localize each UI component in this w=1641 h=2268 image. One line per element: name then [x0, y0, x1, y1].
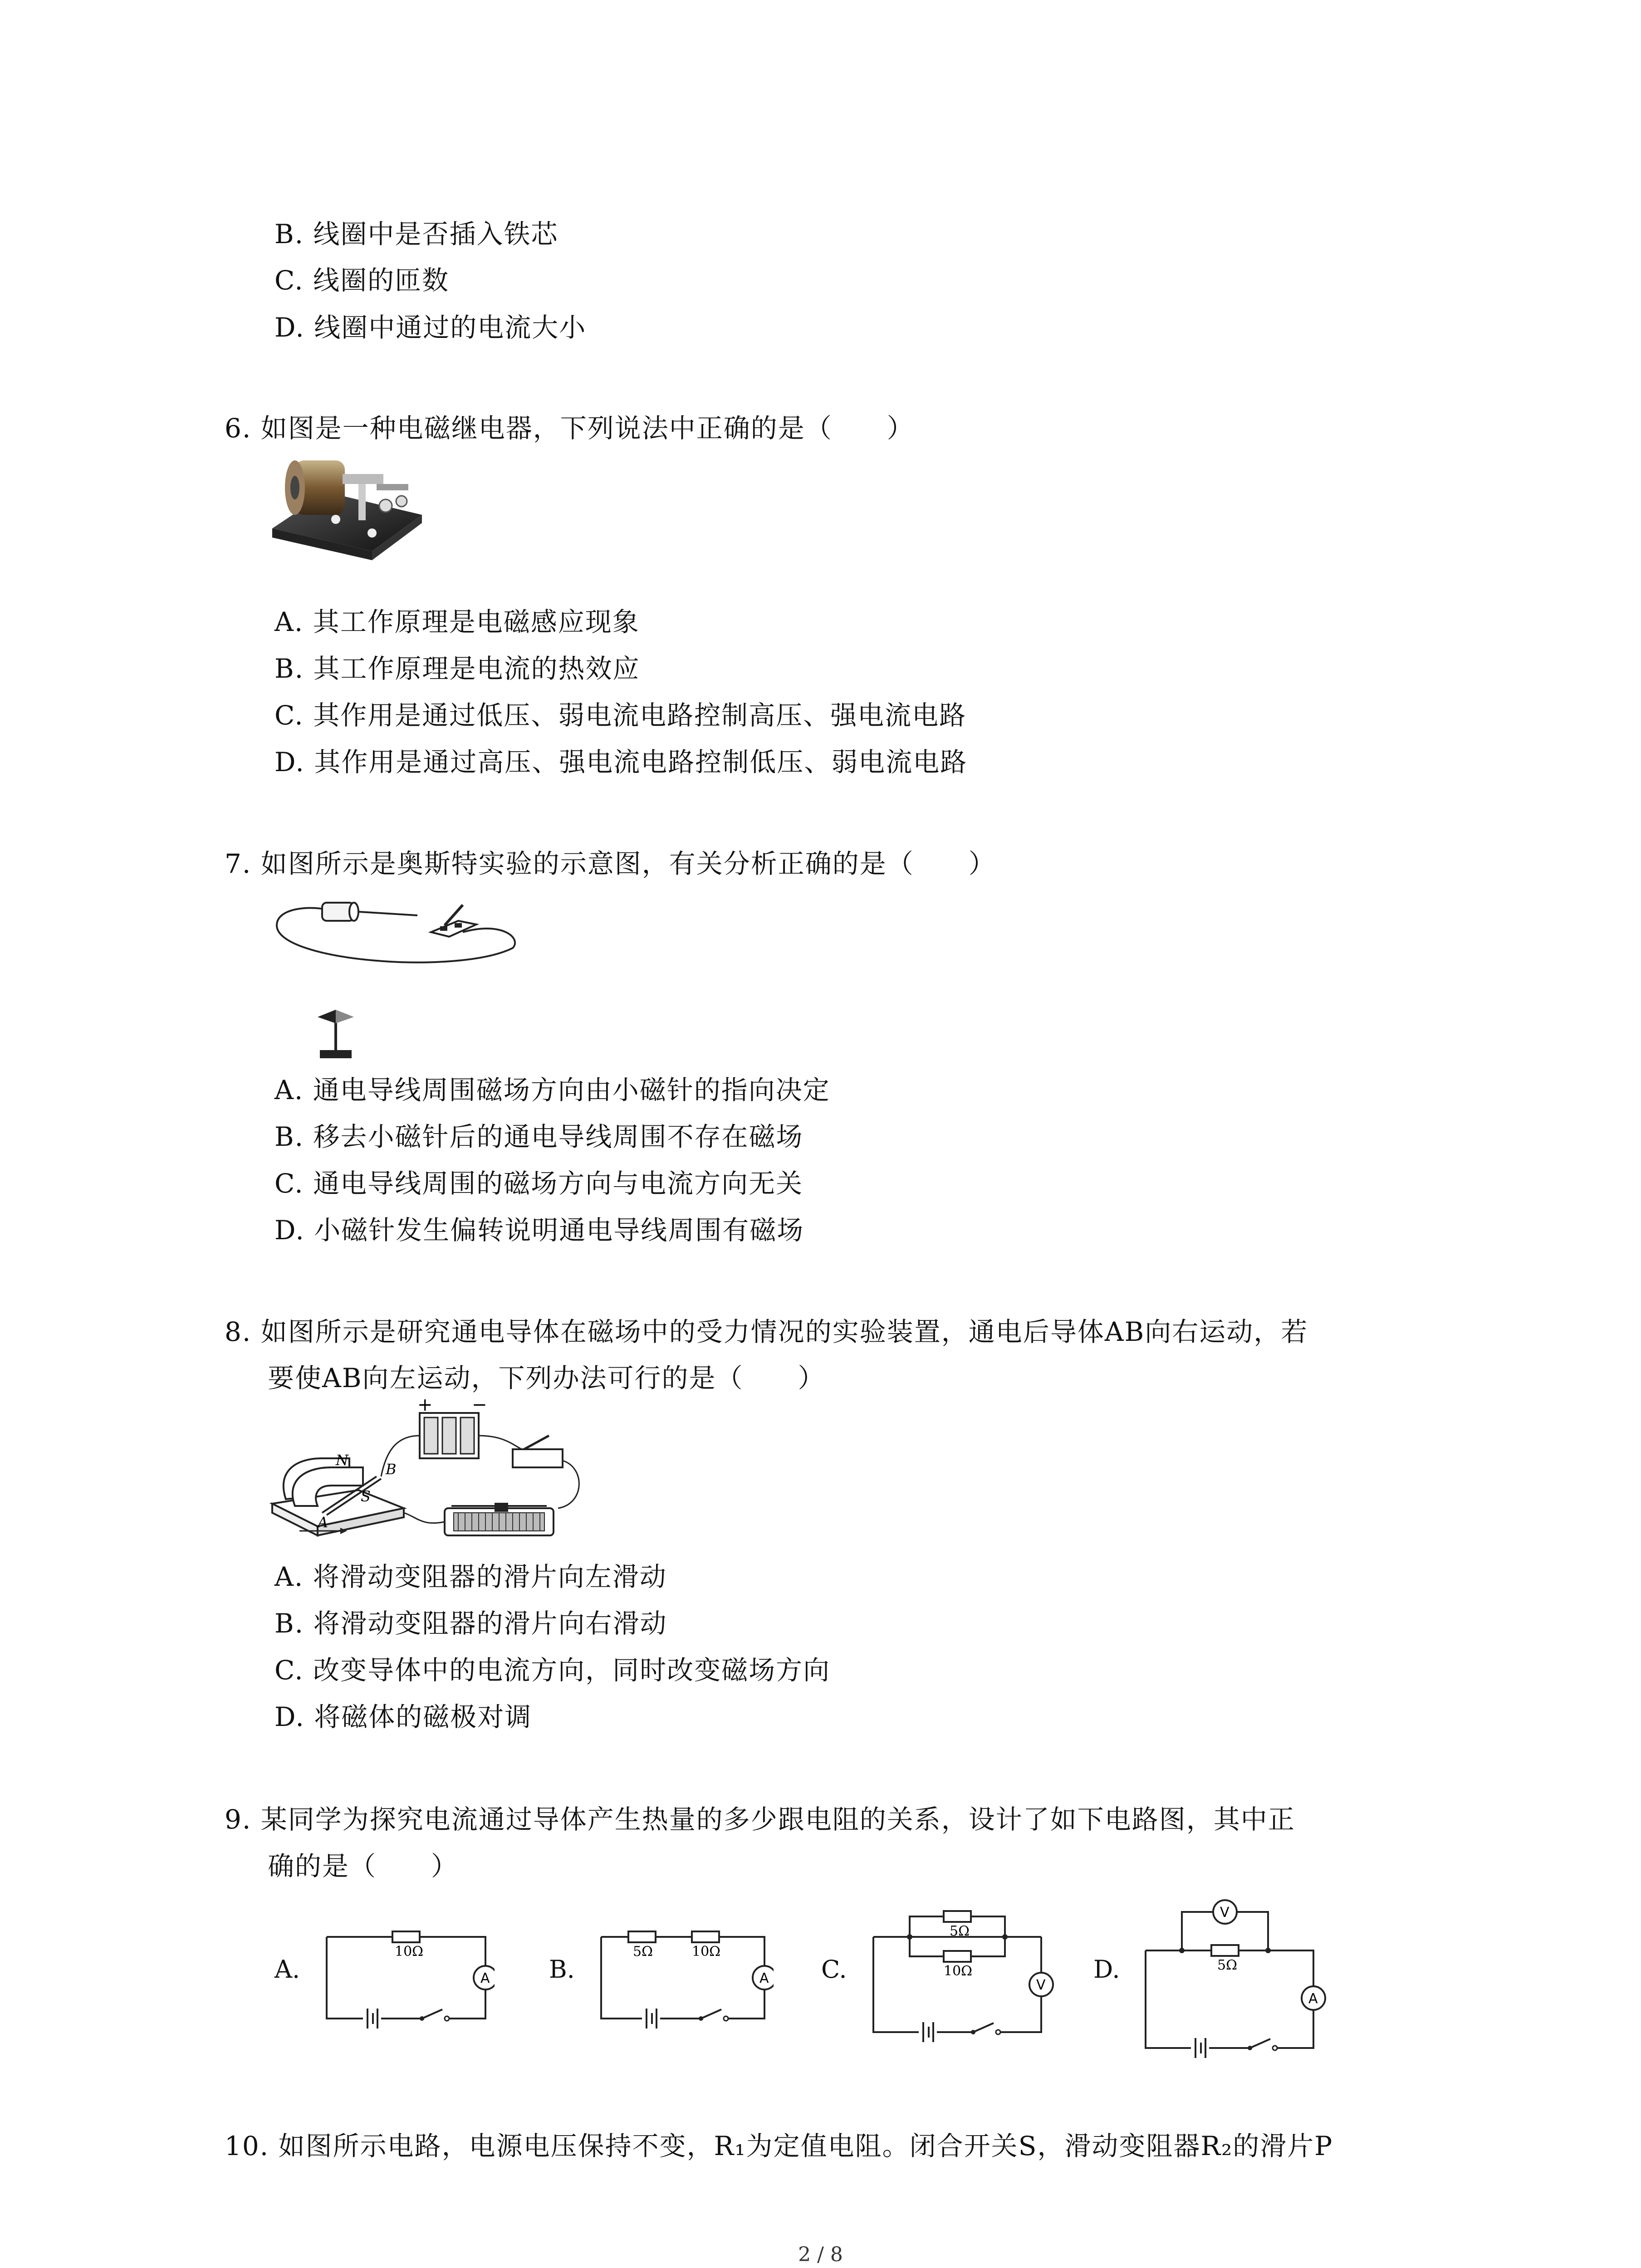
page-number: 2 / 8 [798, 2243, 843, 2266]
motor-experiment-figure [268, 1399, 594, 1549]
resistor-value: 5Ω [633, 1944, 653, 1960]
q8-stem-line2: 要使AB向左运动，下列办法可行的是（ ） [268, 1363, 825, 1393]
q7-option-d: D. 小磁针发生偏转说明通电导线周围有磁场 [274, 1215, 804, 1246]
q6-option-c: C. 其作用是通过低压、弱电流电路控制高压、强电流电路 [274, 700, 967, 731]
conductor-a-label: A [318, 1514, 328, 1531]
q7-option-a: A. 通电导线周围磁场方向由小磁针的指向决定 [274, 1075, 830, 1105]
q9-circuit-a-label: A. [274, 1955, 300, 1984]
q6-option-a: A. 其工作原理是电磁感应现象 [274, 606, 640, 637]
resistor-value: 5Ω [950, 1923, 970, 1939]
q9-circuit-d [1141, 1882, 1332, 2059]
q9-circuit-b-label: B. [549, 1955, 575, 1984]
q9-circuit-a [322, 1919, 495, 2032]
resistor-value: 10Ω [395, 1944, 424, 1960]
q10-stem: 10. 如图所示电路，电源电压保持不变，R₁为定值电阻。闭合开关S，滑动变阻器R₂的滑片P [225, 2131, 1333, 2161]
voltmeter-label: V [1036, 1977, 1046, 1993]
battery-plus-label: + [417, 1399, 433, 1415]
q6-stem: 6. 如图是一种电磁继电器，下列说法中正确的是（ ） [225, 413, 914, 444]
q5-option-b: B. 线圈中是否插入铁芯 [274, 219, 558, 249]
q8-stem-line1: 8. 如图所示是研究通电导体在磁场中的受力情况的实验装置，通电后导体AB向右运动，若 [225, 1316, 1308, 1347]
q9-stem-line1: 9. 某同学为探究电流通过导体产生热量的多少跟电阻的关系，设计了如下电路图，其中正 [225, 1804, 1295, 1835]
q5-option-d: D. 线圈中通过的电流大小 [274, 312, 587, 343]
oersted-experiment-figure [268, 889, 522, 1066]
relay-image [268, 447, 431, 569]
magnet-n-label: N [336, 1452, 348, 1469]
q9-circuit-c [869, 1903, 1059, 2043]
conductor-b-label: B [386, 1461, 397, 1478]
q8-option-a: A. 将滑动变阻器的滑片向左滑动 [274, 1561, 667, 1592]
q9-circuit-b [597, 1919, 774, 2032]
battery-minus-label: − [472, 1399, 487, 1415]
q5-option-c: C. 线圈的匝数 [274, 265, 450, 296]
resistor-value: 10Ω [692, 1944, 721, 1960]
q9-stem-line2: 确的是（ ） [268, 1851, 459, 1882]
q8-option-d: D. 将磁体的磁极对调 [274, 1701, 532, 1732]
ammeter-label: A [759, 1970, 769, 1986]
q7-option-b: B. 移去小磁针后的通电导线周围不存在磁场 [274, 1121, 803, 1152]
ammeter-label: A [480, 1970, 490, 1986]
q8-option-b: B. 将滑动变阻器的滑片向右滑动 [274, 1608, 667, 1639]
q7-stem: 7. 如图所示是奥斯特实验的示意图，有关分析正确的是（ ） [225, 848, 996, 879]
q8-option-c: C. 改变导体中的电流方向，同时改变磁场方向 [274, 1655, 831, 1686]
q9-circuit-d-label: D. [1093, 1955, 1120, 1984]
magnet-s-label: S [361, 1488, 371, 1505]
q9-circuit-c-label: C. [821, 1955, 847, 1984]
resistor-value: 5Ω [1217, 1957, 1237, 1973]
voltmeter-label: V [1220, 1905, 1230, 1921]
q6-option-d: D. 其作用是通过高压、强电流电路控制低压、弱电流电路 [274, 747, 968, 777]
resistor-value: 10Ω [944, 1963, 973, 1979]
q6-option-b: B. 其工作原理是电流的热效应 [274, 653, 640, 684]
q7-option-c: C. 通电导线周围的磁场方向与电流方向无关 [274, 1168, 803, 1199]
ammeter-label: A [1308, 1991, 1318, 2007]
